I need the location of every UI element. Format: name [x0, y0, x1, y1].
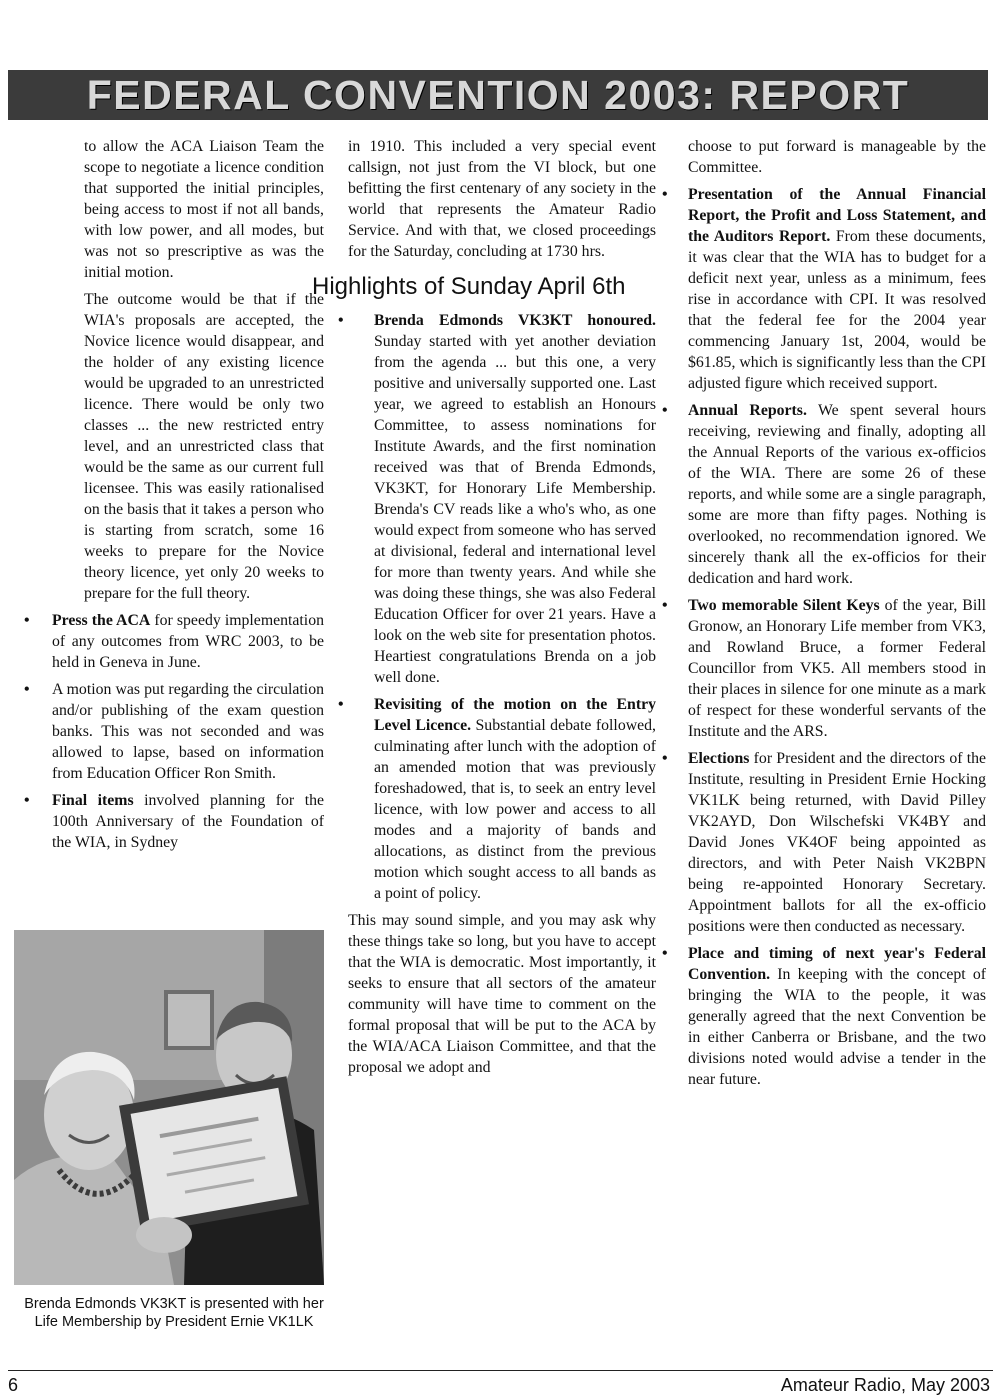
- bullet-item: [338, 310, 656, 688]
- bullet-text: of the year, Bill Gronow, an Honorary Life member from VK3, and Rowland Bruce, a former Federal Councillor from VK5. All members stood in their places in silence for one minute as a mark of respect for these wonderful servants of the Institute and the ARS.: [688, 597, 986, 740]
- bullet-text: A motion was put regarding the circulation and/or publishing of the exam question banks. This was not seconded and was allowed to lapse, based on information from Education Officer Ron Smith.: [52, 681, 324, 782]
- bullet-item: [662, 184, 986, 394]
- magazine-issue: Amateur Radio, May 2003: [780, 1375, 990, 1395]
- bullet-lead: Final items: [52, 792, 134, 809]
- bullet-icon: •: [338, 312, 344, 329]
- bullet-icon: •: [662, 750, 668, 767]
- column-3: [662, 136, 986, 1096]
- paragraph: The outcome would be that if the WIA's proposals are accepted, the Novice licence would disappear, and the holder of any existing licence would be upgraded to an unrestricted licence. There would be only two classes ... the new restricted entry level, and an unrestricted class that would be the same as our current full licensee. This was easily rationalised on the basis that it takes a person who is starting from scratch, some 16 weeks to prepare for the Novice theory licence, yet only 20 weeks to prepare for the full theory.: [84, 291, 324, 602]
- bullet-icon: •: [24, 612, 30, 629]
- photo-caption: Brenda Edmonds VK3KT is presented with her Life Membership by President Ernie VK1LK: [24, 1296, 324, 1330]
- bullet-icon: •: [662, 402, 668, 419]
- column-2: [312, 136, 656, 1084]
- bullet-text: Substantial debate followed, culminating after lunch with the adoption of an amended motion that was previously foreshadowed, that is, to seek an entry level licence, with low power and access to all modes and a majority of bands and allocations, as distinct from the previous motion which sought access to all bands as a point of policy.: [374, 717, 656, 902]
- bullet-lead: Two memorable Silent Keys: [688, 597, 880, 614]
- bullet-text: In keeping with the concept of bringing the WIA to the people, it was generally agreed that the next Convention be in either Canberra or Brisbane, and the two divisions noted would advise a tender in the near future.: [688, 966, 986, 1088]
- banner-title: FEDERAL CONVENTION 2003: REPORT: [86, 72, 910, 118]
- bullet-icon: •: [662, 597, 668, 614]
- bullet-item: [24, 790, 324, 853]
- bullet-lead: Annual Reports.: [688, 402, 807, 419]
- bullet-icon: •: [662, 945, 668, 962]
- bullet-text: Sunday started with yet another deviation from the agenda ... but this one, a very positive and universally supported one. Last year, we agreed to establish an Honours Committee, to assess nominations for Institute Awards, and the first nomination received was that of Brenda Edmonds, VK3KT, for Honorary Life Membership. Brenda's CV reads like a who's who, as one would expect from someone who has served at divisional, federal and international level for more than twenty years. And while she was doing these things, she was also Federal Education Officer for over 21 years. Have a look on the web site for presentation photos. Heartiest congratulations Brenda on a job well done.: [374, 333, 656, 686]
- award-photo: [14, 930, 324, 1285]
- bullet-lead: Revisiting of the motion on the Entry Level Licence.: [374, 696, 656, 734]
- bullet-icon: •: [662, 186, 668, 203]
- paragraph: in 1910. This included a very special event callsign, not just from the VI block, but one befitting the first centenary of any society in the world that represents the Amateur Radio Service. And with that, we closed proceedings for the Saturday, concluding at 1730 hrs.: [348, 138, 656, 260]
- paragraph: This may sound simple, and you may ask why these things take so long, but you have to accept that the WIA is democratic. Most importantly, it seeks to ensure that all sectors of the amateur community will have time to comment on the formal proposal that will be put to the ACA by the WIA/ACA Liaison Committee, and that the proposal we adopt and: [348, 912, 656, 1076]
- page-number: 6: [8, 1375, 19, 1395]
- bullet-lead: Elections: [688, 750, 750, 767]
- bullet-icon: •: [338, 696, 344, 713]
- bullet-item: [338, 694, 656, 904]
- paragraph: choose to put forward is manageable by the Committee.: [688, 138, 986, 176]
- bullet-item: [24, 610, 324, 673]
- bullet-text: for President and the directors of the Institute, resulting in President Ernie Hocking VK1LK being returned, with David Pilley VK2AYD, Don Wilschefski VK4BY and David Jones VK4OF being appointed as directors, and with Peter Naish VK2BPN being re-appointed Honorary Secretary. Appointment ballots for all the ex-officio positions were then conducted as necessary.: [688, 750, 986, 935]
- bullet-lead: Press the ACA: [52, 612, 151, 629]
- bullet-item: [662, 595, 986, 742]
- section-heading-text: Highlights of Sunday April 6th: [312, 273, 626, 300]
- bullet-lead: Place and timing of next year's Federal Convention.: [688, 945, 986, 983]
- bullet-item: [662, 943, 986, 1090]
- bullet-lead: Brenda Edmonds VK3KT honoured.: [374, 312, 656, 329]
- section-banner: [8, 70, 988, 120]
- bullet-lead: Presentation of the Annual Financial Report, the Profit and Loss Statement, and the Auditors Report.: [688, 186, 986, 245]
- footer-divider: [8, 1370, 993, 1371]
- bullet-item: [662, 748, 986, 937]
- section-heading: [312, 272, 656, 302]
- photo-illustration: [14, 930, 324, 1285]
- bullet-text: From these documents, it was clear that the WIA has to budget for a deficit next year, unless as a minimum, fees rise in accordance with CPI. It was resolved that the federal fee for the 2004 year commencing January 1st, 2004, would be $61.85, which is significantly less than the CPI adjusted figure which received support.: [688, 228, 986, 392]
- bullet-item: [24, 679, 324, 784]
- bullet-icon: •: [24, 792, 30, 809]
- bullet-icon: •: [24, 681, 30, 698]
- paragraph: to allow the ACA Liaison Team the scope to negotiate a licence condition that supported the initial principles, being access to most if not all bands, with low power, and all modes, but was not so prescriptive as was the initial motion.: [84, 138, 324, 281]
- bullet-item: [662, 400, 986, 589]
- bullet-text: for speedy implementation of any outcomes from WRC 2003, to be held in Geneva in June.: [52, 612, 324, 671]
- bullet-text: involved planning for the 100th Anniversary of the Foundation of the WIA, in Sydney: [52, 792, 324, 851]
- column-1: [24, 136, 324, 859]
- bullet-text: We spent several hours receiving, reviewing and finally, adopting all the Annual Reports of the various ex-officios of the WIA. There are some 26 of these reports, and while some are a single paragraph, some are more than fifty pages. Nothing is overlooked, no recommendation ignored. We sincerely thank all the ex-officios for their dedication and hard work.: [688, 402, 986, 587]
